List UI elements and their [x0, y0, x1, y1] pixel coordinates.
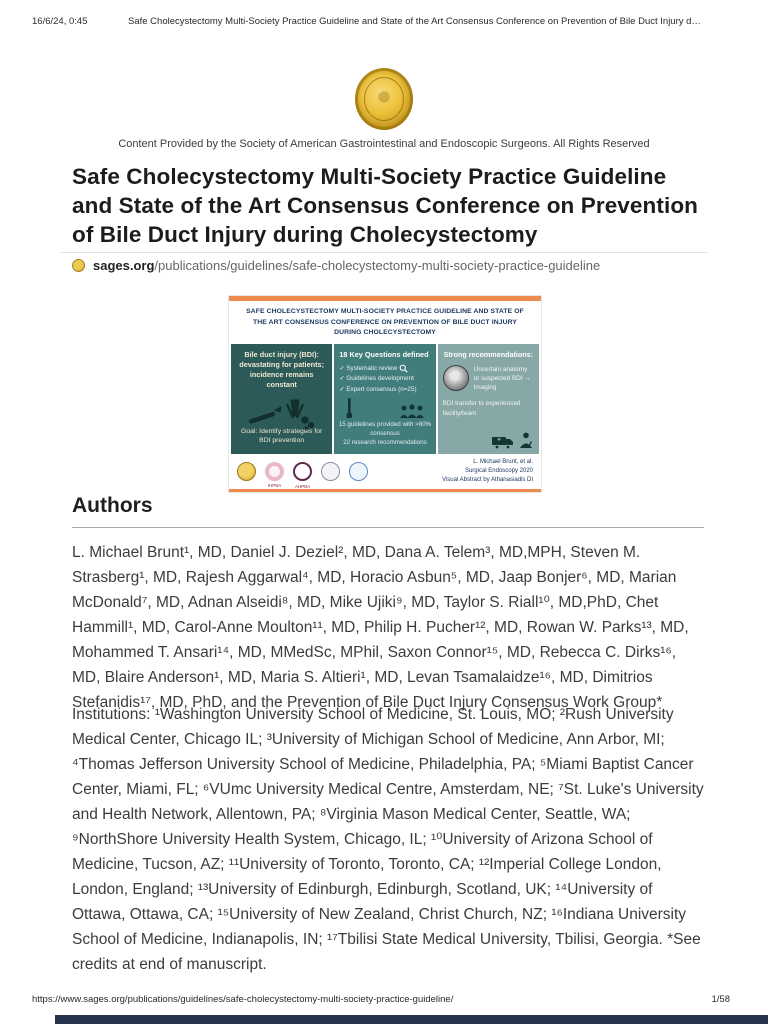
infographic-credit: L. Michael Brunt, et al. Surgical Endoscopy 2020 Visual Abstract by Athanasiadis DI: [442, 458, 533, 484]
checkmark-icon: ✓: [339, 375, 345, 383]
infographic-bottom-bar: [229, 489, 541, 492]
panel3-item: Uncertain anatomy or suspected BDI → Imaging: [473, 365, 531, 392]
ssat-logo: [321, 462, 340, 481]
panel1-goal: Goal: Identify strategies for BDI prevention: [241, 427, 323, 445]
expert-panel-people-icon: [399, 404, 425, 420]
panel3-item: BDI transfer to experienced facility/team: [442, 400, 521, 417]
ihpba-logo: IHPBA: [265, 462, 284, 481]
infographic-footer: [229, 454, 541, 490]
panel2-title: 18 Key Questions defined: [339, 349, 429, 359]
sages-seal-logo: [237, 462, 256, 481]
divider: [60, 252, 708, 253]
infographic-title: SAFE CHOLECYSTECTOMY MULTI-SOCIETY PRACTICE GUIDELINE AND STATE OF THE ART CONSENSUS CONFERENCE ON PREVENTION OF BILE DUCT INJURY DURING CHOLECYSTECTOMY: [246, 308, 524, 337]
panel1-title: Bile duct injury (BDI): devastating for patients; incidence remains constant: [239, 349, 325, 390]
panel3-title: Strong recommendations:: [443, 349, 534, 359]
panel2-icons: [339, 396, 430, 420]
source-url-domain: sages.org: [93, 258, 155, 273]
sages-favicon-icon: [72, 259, 85, 272]
ambulance-icon: [492, 434, 514, 449]
checklist-item: ✓ Expert consensus (n=25): [339, 386, 417, 394]
visual-abstract-infographic: [228, 295, 542, 493]
panel2-checklist: [339, 364, 430, 396]
provider-line: Content Provided by the Society of American Gastrointestinal and Endoscopic Surgeons. All Rights Reserved: [118, 138, 650, 150]
infographic-panels: [229, 344, 541, 454]
print-datetime: 16/6/24, 0:45: [32, 16, 88, 27]
footer-url[interactable]: https://www.sages.org/publications/guidelines/safe-cholecystectomy-multi-society-practice-guideline/: [32, 994, 454, 1005]
source-url-link[interactable]: [93, 258, 600, 273]
panel3-icons: [492, 432, 533, 449]
clinician-icon: [519, 432, 533, 449]
institutions-paragraph: Institutions: ¹Washington University School of Medicine, St. Louis, MO; ²Rush University Medical Center, Chicago IL; ³University of Michigan School of Medicine, Ann Arbor, MI; ⁴Thomas Jefferson University School of Medicine, Philadelphia, PA; ⁵Miami Baptist Cancer Center, Miami, FL; ⁶VUmc University Medical Centre, Amsterdam, NE; ⁷St. Luke's University and Health Network, Allentown, PA; ⁸Virginia Mason Medical Center, Seattle, WA; ⁹NorthShore University Health System, Chicago, IL; ¹⁰University of Arizona School of Medicine, Tucson, AZ; ¹¹University of Toronto, Toronto, CA; ¹²Imperial College London, London, England; ¹³University of Edinburgh, Edinburgh, Scotland, UK; ¹⁴University of Ottawa, Ottawa, CA; ¹⁵University of New Zealand, Christ Church, NZ; ¹⁶Indiana University School of Medicine, Indianapolis, IN; ¹⁷Tbilisi State Medical University, Tbilisi, Georgia. *See credits at end of manuscript.: [72, 706, 704, 973]
checkmark-icon: ✓: [339, 364, 345, 372]
instrument-icon: [345, 398, 353, 420]
authors-heading: Authors: [72, 494, 153, 517]
print-doc-title: Safe Cholecystectomy Multi-Society Practice Guideline and State of the Art Consensus Conference on Prevention of Bile Duct Injury d…: [128, 16, 701, 27]
page-title: Safe Cholecystectomy Multi-Society Practice Guideline and State of the Art Consensus Conference on Prevention of Bile Duct Injury during Cholecystectomy: [72, 164, 699, 247]
source-url-bar: [72, 258, 600, 273]
divider: [72, 527, 704, 528]
magnifier-icon: [399, 364, 408, 373]
checklist-item: ✓ Guidelines development: [339, 375, 414, 383]
print-header: [32, 16, 754, 27]
cholangiogram-image: [443, 365, 469, 391]
panel-strong-recommendations: [438, 344, 539, 454]
panel-bile-duct-injury: [231, 344, 332, 454]
panel-key-questions: [334, 344, 435, 454]
checkmark-icon: ✓: [339, 386, 345, 394]
authors-paragraph: L. Michael Brunt¹, MD, Daniel J. Deziel², MD, Dana A. Telem³, MD,MPH, Steven M. Strasberg¹, MD, Rajesh Aggarwal⁴, MD, Horacio Asbun⁵, MD, Jaap Bonjer⁶, MD, Marian McDonald⁷, MD, Adnan Alseidi⁸, MD, Mike Ujiki⁹, MD, Taylor S. Riall¹⁰, MD,PhD, Chet Hammill¹, MD, Carol-Anne Moulton¹¹, MD, Philip H. Pucher¹², MD, Rowan W. Parks¹³, MD, Mohammed T. Ansari¹⁴, MD, MMedSc, MPhil, Saxon Connor¹⁵, MD, Rebecca C. Dirks¹⁶, MD, Blaire Anderson¹, MD, Maria S. Altieri¹, MD, Levan Tsamalaidze¹⁶, MD, Dimitrios Stefanidis¹⁷, MD, PhD, and the Prevention of Bile Duct Injury Consensus Work Group*: [72, 544, 689, 711]
source-url-path: /publications/guidelines/safe-cholecystectomy-multi-society-practice-guideline: [154, 258, 601, 273]
panel3-imaging-row: [443, 365, 534, 393]
logo-container: [0, 68, 768, 135]
ahpba-logo: AHPBA: [293, 462, 312, 481]
checklist-item: ✓ Systematic review: [339, 364, 430, 375]
sages-medallion-logo: [355, 68, 413, 130]
page-indicator: 1/58: [711, 994, 730, 1005]
viewer-toolbar-edge: [55, 1015, 768, 1024]
eaes-logo: [349, 462, 368, 481]
panel2-stats: 15 guidelines provided with >80% consensus 22 research recommendations: [338, 420, 432, 446]
